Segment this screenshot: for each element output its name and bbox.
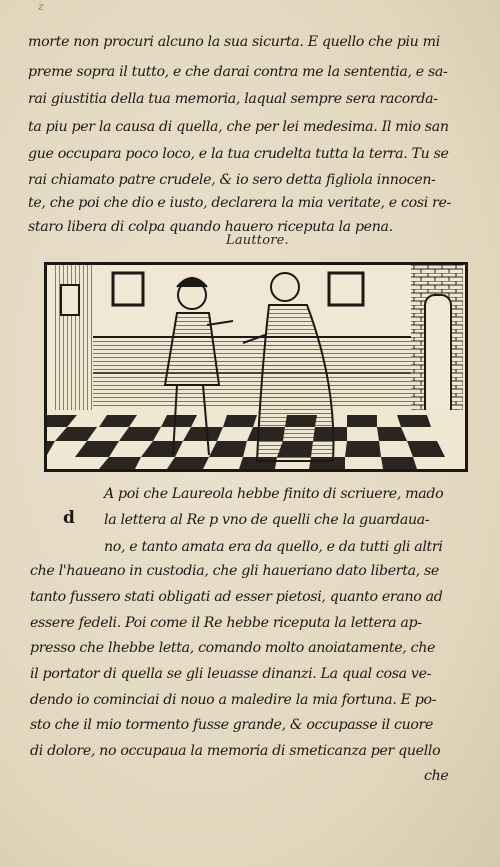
text-line: ta piu per la causa di quella, che per lei medesima. Il mio san (28, 119, 449, 135)
text-line: staro libera di colpa quando hauero riceputa la pena. (28, 219, 393, 235)
text-line: tanto fussero stati obligati ad esser pietosi, quanto erano ad (30, 589, 443, 605)
text-line: di dolore, no occupaua la memoria di smeticanza per quello (30, 743, 441, 759)
text-line: gue occupara poco loco, e la tua crudelta tutta la terra. Tu se (28, 146, 449, 162)
text-line: essere fedeli. Poi come il Re hebbe riceputa la lettera ap- (30, 615, 422, 631)
text-line: rai giustitia della tua memoria, laqual sempre sera racorda- (28, 91, 438, 107)
text-line: presso che lhebbe letta, comando molto anoiatamente, che (30, 640, 436, 656)
text-line: la lettera al Re p vno de quelli che la guardaua- (104, 512, 430, 528)
corner-mark: z (38, 0, 44, 13)
woodcut-illustration-icon (44, 262, 468, 472)
text-line: preme sopra il tutto, e che darai contra me la sententia, e sa- (28, 64, 448, 80)
text-line: morte non procuri alcuno la sua sicurta. E quello che piu mi (28, 34, 440, 50)
margin-signature-letter: d (63, 508, 75, 528)
text-line: dendo io cominciai di nouo a maledire la mia fortuna. E po- (30, 692, 437, 708)
text-line: che l'haueano in custodia, che gli haueriano dato liberta, se (30, 563, 439, 579)
text-line: no, e tanto amata era da quello, e da tutti gli altri (104, 539, 443, 555)
text-line: il portator di quella se gli leuasse dinanzi. La qual cosa ve- (30, 666, 432, 682)
text-line: sto che il mio tormento fusse grande, & occupasse il cuore (30, 717, 434, 733)
text-line: A poi che Laureola hebbe finito di scriuere, mado (104, 486, 444, 502)
text-line: te, che poi che dio e iusto, declarera la mia veritate, e cosi re- (28, 195, 451, 211)
caption-heading: Lauttore. (226, 233, 289, 248)
text-line: rai chiamato patre crudele, & io sero detta figliola innocen- (28, 172, 436, 188)
text-line: che (424, 768, 449, 784)
